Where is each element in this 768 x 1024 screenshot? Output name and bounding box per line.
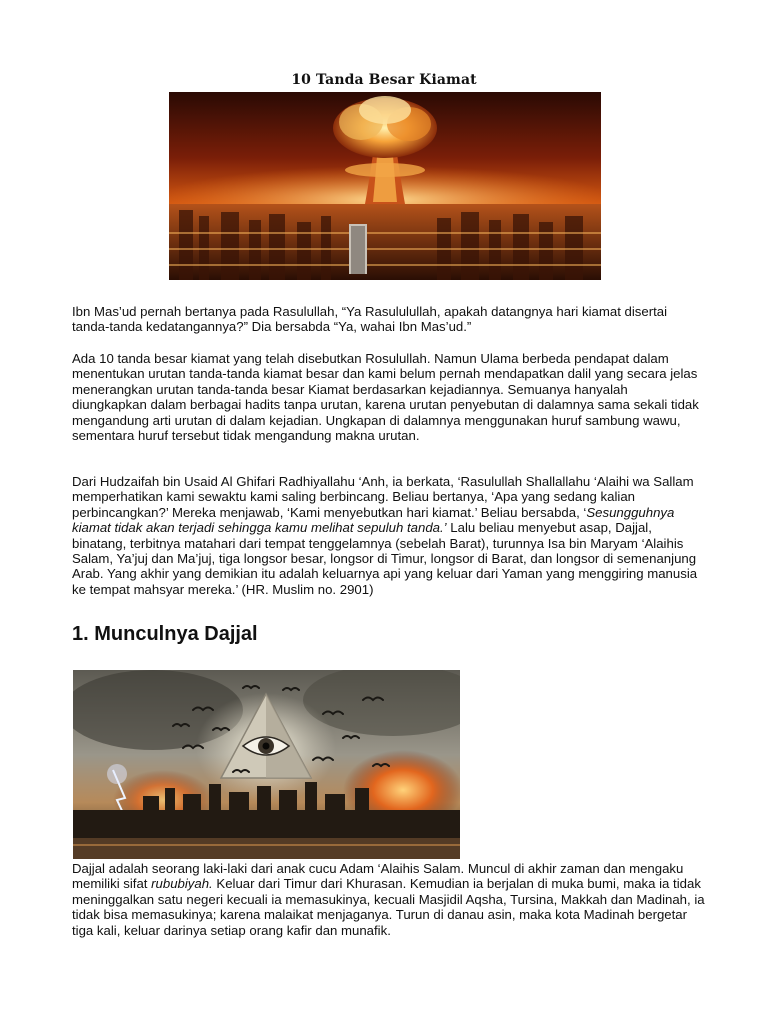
dajjal-paragraph	[72, 861, 706, 938]
hadith-text-before: Dari Hudzaifah bin Usaid Al Ghifari Radhiyallahu ‘Anh, ia berkata, ‘Rasulullah Shallallahu ‘Alaihi wa Sallam memperhatikan kami sewaktu kami saling berbincang. Beliau bertanya, ‘Apa yang sedang kalian perbincangkan?’ Mereka menjawab, ‘Kami menyebutkan hari kiamat.’ Beliau bersabda, ‘	[72, 474, 694, 520]
page-title: 10 Tanda Besar Kiamat	[291, 72, 477, 88]
dajjal-text-after: Keluar dari Timur dari Khurasan. Kemudian ia berjalan di muka bumi, maka ia tidak meninggalkan satu negeri kecuali ia memasukinya, kecuali Masjidil Aqsha, Tursina, Makkah dan Madinah, ia tidak bisa memasukinya; karena malaikat menjaganya. Turun di danau asin, maka kota Madinah bergetar tiga kali, keluar darinya setiap orang kafir dan munafik.	[72, 876, 705, 938]
nuclear-explosion-image	[169, 92, 601, 280]
hadith-text-after: Lalu beliau menyebut asap, Dajjal, binatang, terbitnya matahari dari tempat tenggelamnya (sebelah Barat), turunnya Isa bin Maryam ‘Alaihis Salam, Ya’juj dan Ma’juj, tiga longsor besar, longsor di Timur, longsor di Barat, dan longsor di semenanjung Arab. Yang akhir yang demikian itu adalah keluarnya api yang keluar dari Yaman yang menggiring manusia ke tempat mahsyar mereka.’ (HR. Muslim no. 2901)	[72, 520, 698, 597]
dajjal-text-before: Dajjal adalah seorang laki-laki dari anak cucu Adam ‘Alaihis Salam. Muncul di akhir zaman dan mengaku memiliki sifat	[72, 861, 684, 892]
paragraph-order-of-signs: Ada 10 tanda besar kiamat yang telah disebutkan Rosulullah. Namun Ulama berbeda pendapat dalam menentukan urutan tanda-tanda kiamat besar dan kami belum pernah mendapatkan dalil yang secara jelas menerangkan urutan tanda-tanda besar Kiamat berdasarkan kejadiannya. Semuanya hanyalah diungkapkan dalam berbagai hadits tanpa urutan, karena urutan penyebutan di dalamnya sama sekali tidak mengandung arti urutan di dalam kejadian. Ungkapan di dalamnya menggunakan huruf sambung wawu, sementara huruf tersebut tidak mengandung makna urutan.	[72, 351, 699, 444]
dajjal-rububiyah: rububiyah.	[151, 876, 213, 892]
paragraph-hadith	[72, 474, 706, 597]
all-seeing-eye-image	[73, 670, 460, 859]
intro-paragraph: Ibn Mas’ud pernah bertanya pada Rasulullah, “Ya Rasululullah, apakah datangnya hari kiamat disertai tanda-tanda kedatangannya?” Dia bersabda “Ya, wahai Ibn Mas’ud.”	[72, 304, 668, 335]
section-heading-dajjal: 1. Munculnya Dajjal	[72, 623, 258, 645]
hadith-quote: Sesungguhnya kiamat tidak akan terjadi sehingga kamu melihat sepuluh tanda.’	[72, 504, 675, 536]
